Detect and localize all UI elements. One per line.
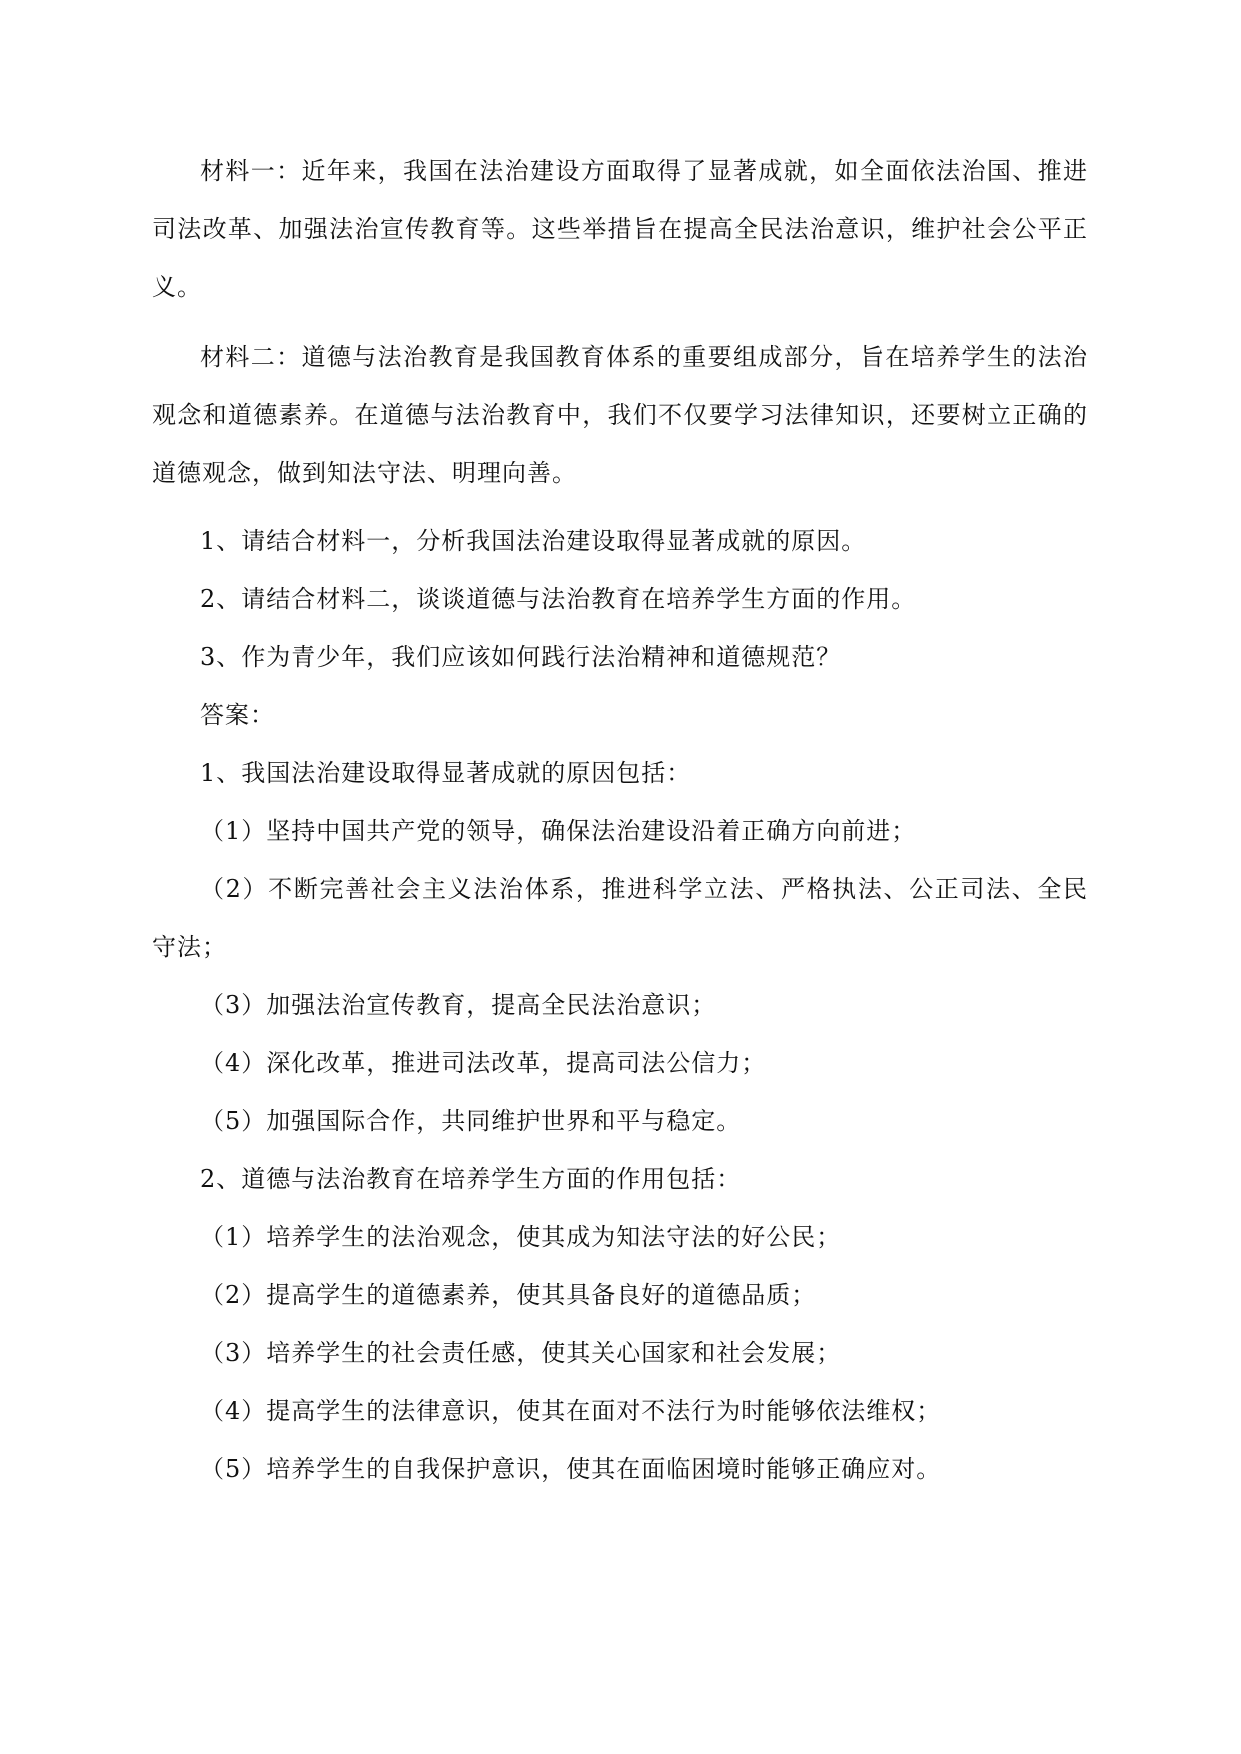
material-two-paragraph: 材料二：道德与法治教育是我国教育体系的重要组成部分，旨在培养学生的法治观念和道德素养。在道德与法治教育中，我们不仅要学习法律知识，还要树立正确的道德观念，做到知法守法、明理向善。 <box>152 343 1088 487</box>
answer-1-item: （1）坚持中国共产党的领导，确保法治建设沿着正确方向前进； <box>200 817 917 845</box>
answer-2-item: （3）培养学生的社会责任感，使其关心国家和社会发展； <box>200 1339 842 1367</box>
material-one-paragraph: 材料一：近年来，我国在法治建设方面取得了显著成就，如全面依法治国、推进司法改革、加强法治宣传教育等。这些举措旨在提高全民法治意识，维护社会公平正义。 <box>152 157 1088 301</box>
answer-2-item: （2）提高学生的道德素养，使其具备良好的道德品质； <box>200 1281 817 1309</box>
question-2: 2、请结合材料二，谈谈道德与法治教育在培养学生方面的作用。 <box>200 585 917 613</box>
document-body <box>152 142 1088 1498</box>
answer-2-heading: 2、道德与法治教育在培养学生方面的作用包括： <box>200 1165 742 1193</box>
answer-2-item: （5）培养学生的自我保护意识，使其在面临困境时能够正确应对。 <box>200 1455 942 1483</box>
answer-1-item: （5）加强国际合作，共同维护世界和平与稳定。 <box>200 1107 742 1135</box>
answer-1-item: （3）加强法治宣传教育，提高全民法治意识； <box>200 991 717 1019</box>
answer-label: 答案： <box>200 701 275 729</box>
answer-2-item: （4）提高学生的法律意识，使其在面对不法行为时能够依法维权； <box>200 1397 942 1425</box>
question-1: 1、请结合材料一，分析我国法治建设取得显著成就的原因。 <box>200 527 867 555</box>
answer-1-heading: 1、我国法治建设取得显著成就的原因包括： <box>200 759 692 787</box>
answer-1-item: （4）深化改革，推进司法改革，提高司法公信力； <box>200 1049 767 1077</box>
question-3: 3、作为青少年，我们应该如何践行法治精神和道德规范？ <box>200 643 842 671</box>
answer-1-item: （2）不断完善社会主义法治体系，推进科学立法、严格执法、公正司法、全民守法； <box>152 875 1088 961</box>
answer-2-item: （1）培养学生的法治观念，使其成为知法守法的好公民； <box>200 1223 842 1251</box>
